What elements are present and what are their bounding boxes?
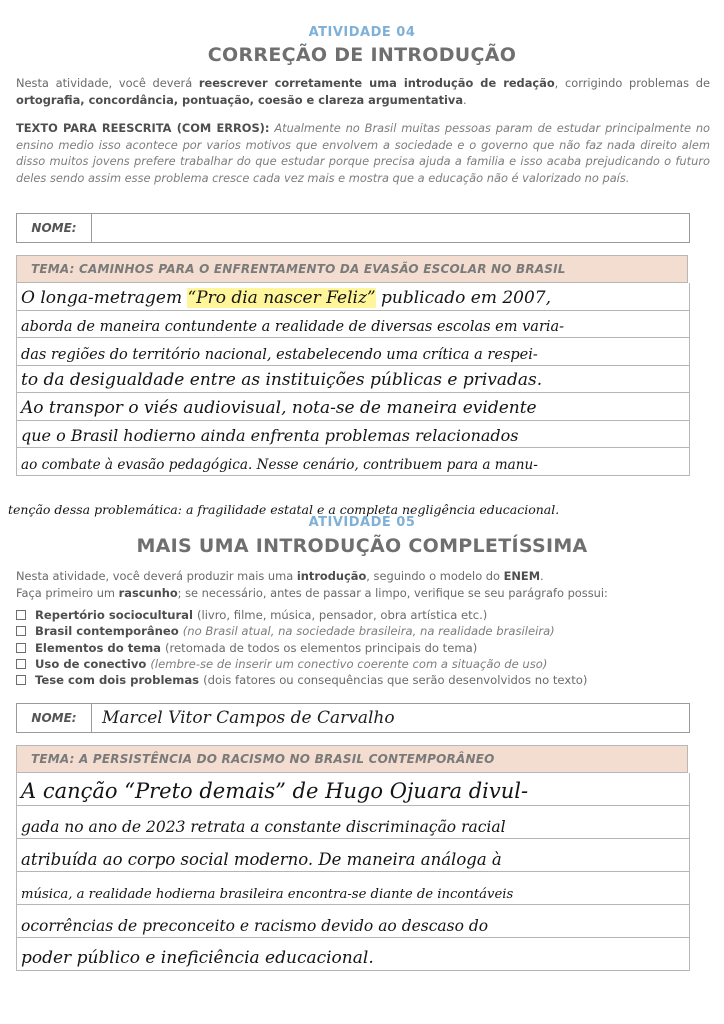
handwritten-overflow-line: tenção dessa problemática: a fragilidade estatal e a completa negligência educacional. [8, 502, 560, 517]
checklist-item-hint: (retomada de todos os elementos principais do tema) [165, 640, 478, 655]
writing-line [17, 421, 689, 449]
rewrite-label: TEXTO PARA REESCRITA (COM ERROS): [16, 121, 270, 135]
writing-line [17, 806, 689, 839]
handwritten-text: Ao transpor o viés audiovisual, nota-se de maneira evidente [21, 397, 537, 418]
instr-text: Nesta atividade, você deverá produzir mais uma [16, 569, 297, 583]
writing-line [17, 366, 689, 394]
name-value[interactable] [92, 214, 689, 242]
name-label: NOME: [17, 704, 92, 732]
instr-text: , seguindo o modelo do [366, 569, 504, 583]
activity-05-instructions [16, 568, 710, 601]
theme-bar-05: TEMA: A PERSISTÊNCIA DO RACISMO NO BRASIL CONTEMPORÂNEO [16, 745, 688, 773]
activity-04-label: ATIVIDADE 04 [308, 25, 416, 40]
handwritten-text: ocorrências de preconceito e racismo devido ao descaso do [21, 917, 489, 935]
handwritten-text: poder público e ineficiência educacional. [21, 948, 374, 968]
handwritten-text: gada no ano de 2023 retrata a constante discriminação racial [21, 818, 506, 836]
handwritten-text: atribuída ao corpo social moderno. De maneira análoga à [21, 850, 502, 869]
checklist-item-title: Elementos do tema [35, 640, 162, 655]
instr-bold: rascunho [118, 585, 178, 600]
instr-bold: ENEM [503, 569, 541, 583]
checklist-item-title: Brasil contemporâneo [35, 624, 179, 639]
writing-lines-05[interactable] [16, 773, 690, 971]
writing-line [17, 338, 689, 366]
name-field-04[interactable] [16, 213, 690, 243]
writing-line [17, 448, 689, 476]
instr-text: Faça primeiro um [16, 585, 119, 600]
instr-bold: introdução [296, 569, 367, 583]
checklist-item-title: Uso de conectivo [35, 656, 147, 671]
checklist-item[interactable] [16, 656, 716, 672]
writing-lines-04[interactable] [16, 283, 690, 476]
checklist-item-title: Tese com dois problemas [35, 673, 200, 688]
activity-05-title: MAIS UMA INTRODUÇÃO COMPLETÍSSIMA [136, 535, 588, 557]
checklist-item[interactable] [16, 640, 716, 656]
handwritten-text: A canção “Preto demais” de Hugo Ojuara divul- [21, 779, 529, 803]
name-field-05[interactable] [16, 703, 690, 733]
checklist-item[interactable] [16, 623, 716, 639]
writing-line [17, 938, 689, 971]
writing-line [17, 773, 689, 806]
name-label: NOME: [17, 214, 92, 242]
handwritten-text: to da desigualdade entre as instituições públicas e privadas. [21, 370, 543, 390]
checkbox-icon[interactable] [16, 659, 26, 669]
checklist-item-title: Repertório sociocultural [35, 608, 193, 622]
checklist-item-hint: (lembre-se de inserir um conectivo coerente com a situação de uso) [150, 656, 548, 671]
checklist-item[interactable] [16, 607, 716, 623]
instr-bold: reescrever corretamente uma introdução de redação [198, 76, 555, 90]
activity-04-title: CORREÇÃO DE INTRODUÇÃO [207, 44, 517, 66]
instr-text: . [540, 569, 544, 583]
writing-line [17, 905, 689, 938]
handwritten-text: música, a realidade hodierna brasileira encontra-se diante de incontáveis [21, 887, 514, 902]
writing-line [17, 283, 689, 311]
checklist-item[interactable] [16, 672, 716, 688]
handwritten-text: que o Brasil hodierno ainda enfrenta problemas relacionados [21, 426, 519, 445]
checkbox-icon[interactable] [16, 675, 26, 685]
writing-line [17, 393, 689, 421]
instr-text: . [463, 92, 467, 107]
checklist [16, 607, 716, 688]
instr-bold: ortografia, concordância, pontuação, coesão e clareza argumentativa [16, 92, 464, 107]
checkbox-icon[interactable] [16, 610, 26, 620]
name-value[interactable]: Marcel Vitor Campos de Carvalho [102, 708, 395, 728]
handwritten-text: das regiões do território nacional, estabelecendo uma crítica a respei- [21, 346, 538, 363]
theme-bar-04: TEMA: CAMINHOS PARA O ENFRENTAMENTO DA EVASÃO ESCOLAR NO BRASIL [16, 255, 688, 283]
checkbox-icon[interactable] [16, 626, 26, 636]
writing-line [17, 839, 689, 872]
instr-text: , corrigindo problemas de [554, 76, 710, 90]
writing-line [17, 311, 689, 339]
instr-text: ; se necessário, antes de passar a limpo, verifique se seu parágrafo possui: [177, 585, 608, 600]
highlighted-title: “Pro dia nascer Feliz” [187, 287, 376, 308]
rewrite-text: Atualmente no Brasil muitas pessoas param de estudar principalmente no ensino medio isso acontece por varios motivos que envolvem a sociedade e o governo que não faz nada direito alem disso muitos jovens prefere trabalhar do que estudar porque precisa ajuda a familia e isso acaba prejudicando o futuro deles sendo assim esse problema cresce cada vez mais e mostra que a educação não é valorizado no país. [16, 121, 711, 185]
handwritten-text: O longa-metragem “Pro dia nascer Feliz” publicado em 2007, [21, 287, 552, 308]
checklist-item-hint: (no Brasil atual, na sociedade brasileira, na realidade brasileira) [182, 624, 555, 639]
checkbox-icon[interactable] [16, 643, 26, 653]
checklist-item-hint: (dois fatores ou consequências que serão desenvolvidos no texto) [203, 673, 588, 688]
rewrite-text-block [16, 120, 710, 186]
handwritten-text: aborda de maneira contundente a realidade de diversas escolas em varia- [21, 319, 565, 335]
activity-04-instructions [16, 75, 710, 108]
instr-text: Nesta atividade, você deverá [16, 76, 199, 90]
writing-line [17, 872, 689, 905]
activity-05-label: ATIVIDADE 05 [308, 515, 416, 530]
handwritten-text: ao combate à evasão pedagógica. Nesse cenário, contribuem para a manu- [21, 456, 538, 473]
checklist-item-hint: (livro, filme, música, pensador, obra artística etc.) [196, 608, 488, 622]
